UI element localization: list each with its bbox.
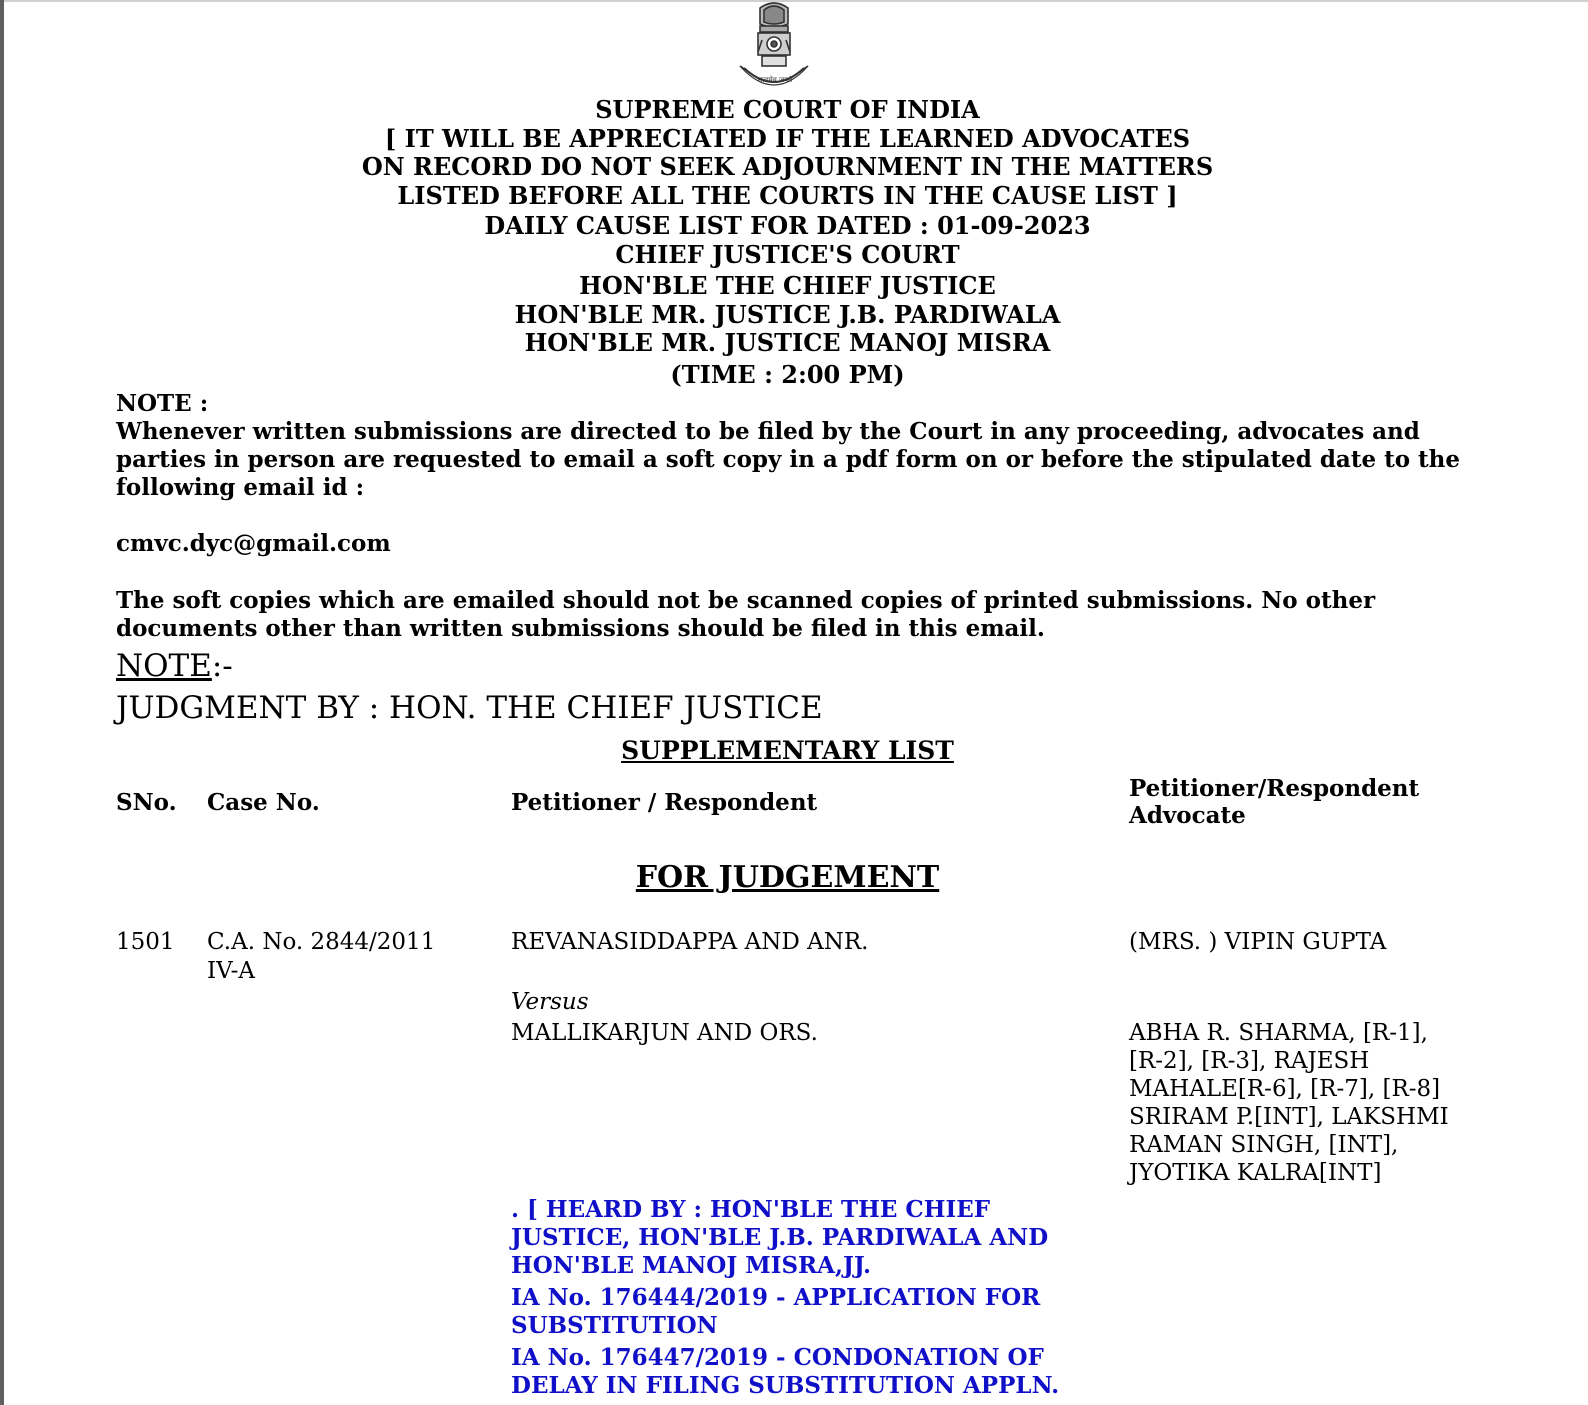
case-sno: 1501 xyxy=(116,929,175,955)
note2-line xyxy=(116,648,233,684)
case-number: C.A. No. 2844/2011 xyxy=(207,929,436,955)
versus-label: Versus xyxy=(511,989,589,1015)
ia-application-1: IA No. 176444/2019 - APPLICATION FOR SUBSTITUTION xyxy=(511,1284,1041,1339)
court-name: SUPREME COURT OF INDIA xyxy=(595,95,980,124)
cause-list-date: DAILY CAUSE LIST FOR DATED : 01-09-2023 xyxy=(484,211,1091,240)
ia-application-2: IA No. 176447/2019 - CONDONATION OF DELAY IN FILING SUBSTITUTION APPLN. xyxy=(511,1344,1060,1399)
col-header-sno: SNo. xyxy=(116,789,177,816)
judgment-by: JUDGMENT BY : HON. THE CHIEF JUSTICE xyxy=(116,690,823,726)
petitioner-name: REVANASIDDAPPA AND ANR. xyxy=(511,929,869,955)
hearing-time: (TIME : 2:00 PM) xyxy=(670,359,905,389)
list-title: SUPPLEMENTARY LIST xyxy=(621,736,954,765)
note-heading: NOTE : xyxy=(116,390,209,417)
respondent-advocates xyxy=(1129,1019,1469,1187)
appeal-line-2: ON RECORD DO NOT SEEK ADJOURNMENT IN THE MATTERS xyxy=(361,152,1214,181)
emblem-motto: सत्यमेव जयते xyxy=(757,76,793,84)
note-text-2: The soft copies which are emailed should not be scanned copies of printed submissions. No other documents other than written submissions should be filed in this email. xyxy=(116,587,1376,642)
col-header-case-no: Case No. xyxy=(207,789,320,816)
note-email: cmvc.dyc@gmail.com xyxy=(116,530,391,557)
col-header-advocate: Petitioner/Respondent Advocate xyxy=(1129,775,1420,829)
advocate-line: [R-2], [R-3], RAJESH xyxy=(1129,1048,1370,1074)
case-section: IV-A xyxy=(207,958,255,984)
advocate-line: ABHA R. SHARMA, [R-1], xyxy=(1129,1020,1428,1046)
advocate-line: MAHALE[R-6], [R-7], [R-8] xyxy=(1129,1076,1441,1102)
col-header-parties: Petitioner / Respondent xyxy=(511,789,818,816)
advocate-line: SRIRAM P.[INT], LAKSHMI xyxy=(1129,1104,1449,1130)
court-room: CHIEF JUSTICE'S COURT xyxy=(615,239,960,269)
advocate-line: RAMAN SINGH, [INT], xyxy=(1129,1132,1399,1158)
cause-list-header xyxy=(0,96,1575,389)
section-title: FOR JUDGEMENT xyxy=(635,860,940,895)
note2-suffix: :- xyxy=(211,648,233,684)
note2-label: NOTE xyxy=(116,648,212,684)
judge-3: HON'BLE MR. JUSTICE MANOJ MISRA xyxy=(524,328,1051,357)
judge-2: HON'BLE MR. JUSTICE J.B. PARDIWALA xyxy=(514,299,1061,329)
heard-by-note: . [ HEARD BY : HON'BLE THE CHIEF JUSTICE, HON'BLE J.B. PARDIWALA AND HON'BLE MANOJ MISRA,JJ. xyxy=(511,1196,1049,1279)
respondent-name: MALLIKARJUN AND ORS. xyxy=(511,1020,818,1046)
note-text: Whenever written submissions are directed to be filed by the Court in any proceeding, advocates and parties in person are requested to email a soft copy in a pdf form on or before the stipulated date to the following email id : xyxy=(116,418,1461,501)
appeal-line-1: [ IT WILL BE APPRECIATED IF THE LEARNED ADVOCATES xyxy=(384,123,1191,153)
judge-1: HON'BLE THE CHIEF JUSTICE xyxy=(579,271,996,300)
advocate-line: JYOTIKA KALRA[INT] xyxy=(1129,1160,1382,1186)
appeal-line-3: LISTED BEFORE ALL THE COURTS IN THE CAUSE LIST ] xyxy=(397,180,1178,210)
petitioner-advocate: (MRS. ) VIPIN GUPTA xyxy=(1129,929,1387,955)
